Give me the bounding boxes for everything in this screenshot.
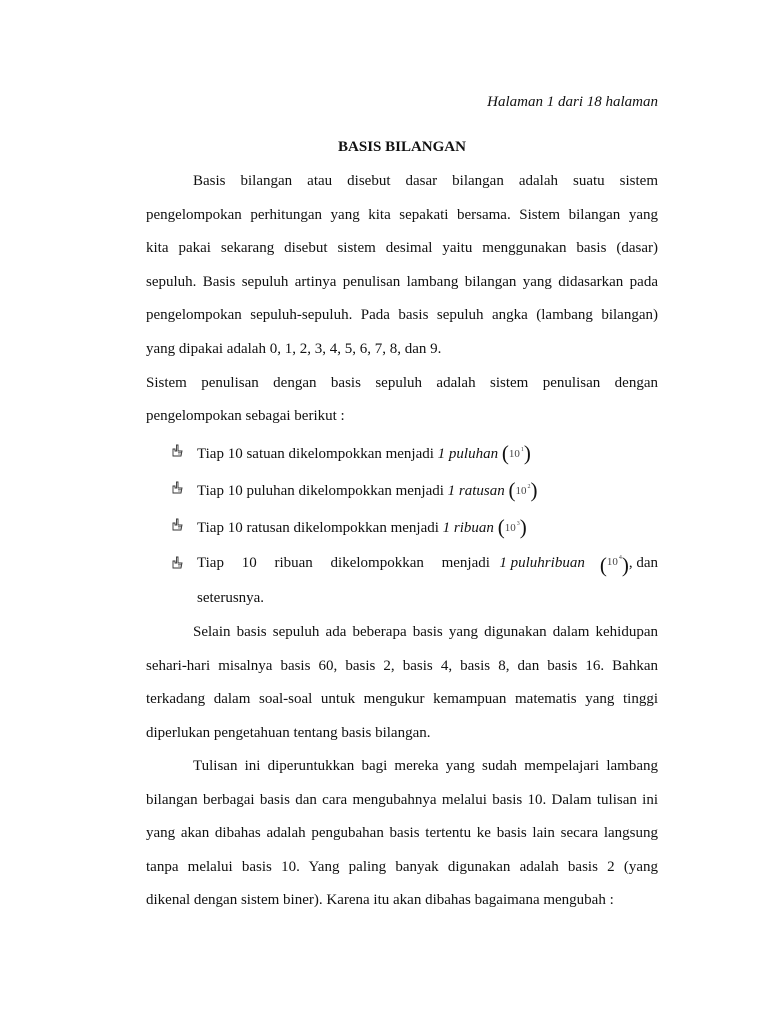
pointing-hand-icon: [170, 479, 186, 495]
open-paren: (: [599, 553, 607, 577]
list-item: [170, 478, 658, 500]
power-base: 10: [504, 522, 516, 534]
open-paren: (: [497, 515, 505, 539]
list-item-label: Tiap 10 ratusan dikelompokkan menjadi: [197, 520, 443, 536]
list-item: [170, 441, 658, 463]
open-paren: (: [501, 441, 509, 465]
paragraph-line: pengelompokan sebagai berikut :: [146, 408, 345, 424]
power-expression: [516, 485, 531, 497]
page-indicator: Halaman 1 dari 18 halaman: [487, 94, 658, 110]
paragraph-line: sepuluh. Basis sepuluh artinya penulisan lambang bilangan yang didasarkan pada: [146, 274, 658, 290]
paragraph-line: pengelompokan perhitungan yang kita sepakati bersama. Sistem bilangan yang: [146, 207, 658, 223]
list-item-term-group: [499, 553, 658, 575]
power-base: 10: [508, 448, 520, 460]
list-item-text: [197, 441, 531, 467]
paragraph-line: tanpa melalui basis 10. Yang paling banyak digunakan adalah basis 2 (yang: [146, 859, 658, 875]
list-item: [170, 515, 658, 537]
paragraph-line: Selain basis sepuluh ada beberapa basis yang digunakan dalam kehidupan: [193, 624, 658, 640]
paragraph-line: Sistem penulisan dengan basis sepuluh adalah sistem penulisan dengan: [146, 375, 658, 391]
document-title: BASIS BILANGAN: [338, 139, 466, 155]
list-item-tail: , dan: [628, 555, 658, 571]
power-exponent: 3: [516, 521, 520, 527]
list-item-continuation: seterusnya.: [197, 590, 265, 606]
paragraph-line: yang dipakai adalah 0, 1, 2, 3, 4, 5, 6, 7, 8, dan 9.: [146, 341, 442, 357]
list-item-label: Tiap 10 ribuan dikelompokkan menjadi: [197, 555, 490, 571]
close-paren: ): [530, 478, 538, 502]
list-item-text: [197, 553, 658, 575]
list-item-term: 1 puluhribuan: [499, 555, 585, 571]
list-item-term: 1 puluhan: [437, 446, 499, 462]
list-item-text: [197, 515, 527, 541]
power-exponent: 2: [527, 484, 531, 490]
list-item: [170, 553, 658, 575]
paragraph-line: yang akan dibahas adalah pengubahan basis tertentu ke basis lain secara langsung: [146, 825, 658, 841]
pointing-hand-icon: [170, 442, 186, 458]
paragraph-line: kita pakai sekarang disebut sistem desimal yaitu menggunakan basis (dasar): [146, 240, 658, 256]
power-expression: [509, 448, 524, 460]
power-base: 10: [515, 485, 527, 497]
paragraph-line: Basis bilangan atau disebut dasar bilangan adalah suatu sistem: [193, 173, 658, 189]
close-paren: ): [519, 515, 527, 539]
list-item-term: 1 ratusan: [447, 483, 505, 499]
list-item-term: 1 ribuan: [442, 520, 494, 536]
paragraph-line: diperlukan pengetahuan tentang basis bilangan.: [146, 725, 431, 741]
power-exponent: 4: [618, 555, 622, 561]
pointing-hand-icon: [170, 516, 186, 532]
list-item-label: Tiap 10 satuan dikelompokkan menjadi: [197, 446, 438, 462]
list-item-label: Tiap 10 puluhan dikelompokkan menjadi: [197, 483, 448, 499]
paragraph-line: terkadang dalam soal-soal untuk mengukur kemampuan matematis yang tinggi: [146, 691, 658, 707]
paragraph-line: bilangan berbagai basis dan cara mengubahnya melalui basis 10. Dalam tulisan ini: [146, 792, 658, 808]
paragraph-line: pengelompokan sepuluh-sepuluh. Pada basis sepuluh angka (lambang bilangan): [146, 307, 658, 323]
close-paren: ): [621, 553, 629, 577]
power-expression: [505, 522, 520, 534]
power-expression: [607, 552, 622, 574]
power-exponent: 1: [520, 447, 524, 453]
paragraph-line: sehari-hari misalnya basis 60, basis 2, basis 4, basis 8, dan basis 16. Bahkan: [146, 658, 658, 674]
paragraph-line: Tulisan ini diperuntukkan bagi mereka yang sudah mempelajari lambang: [193, 758, 658, 774]
paragraph-line: dikenal dengan sistem biner). Karena itu akan dibahas bagaimana mengubah :: [146, 892, 614, 908]
pointing-hand-icon: [170, 554, 186, 570]
close-paren: ): [523, 441, 531, 465]
open-paren: (: [508, 478, 516, 502]
power-base: 10: [606, 556, 618, 568]
list-item-text: [197, 478, 538, 504]
